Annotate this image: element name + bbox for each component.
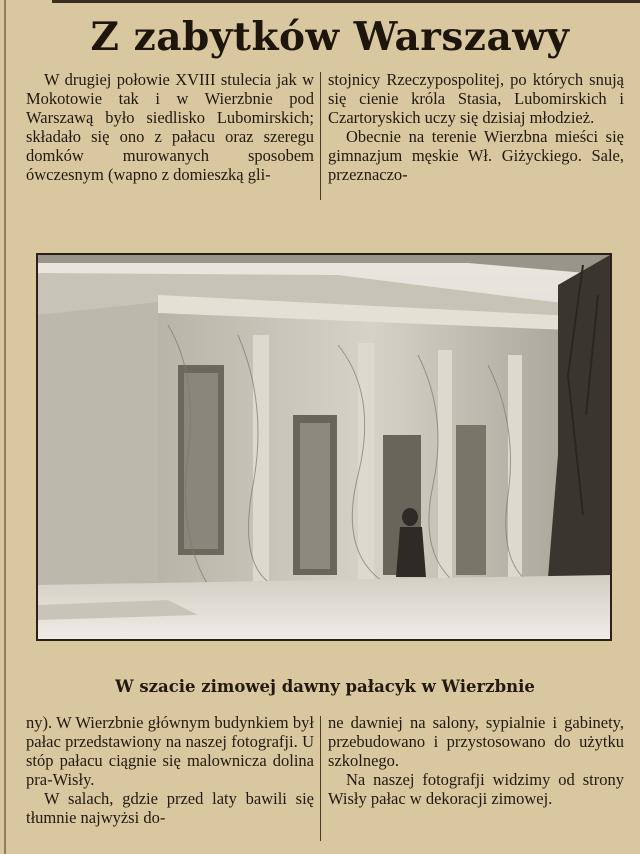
top-right-column [328, 70, 624, 184]
bottom-right-paragraph-2: Na naszej fotografji widzimy od strony Wisły pałac w dekoracji zimowej. [328, 770, 624, 808]
left-margin-rule [4, 0, 6, 854]
bottom-right-paragraph-1: ne dawniej na salony, sypialnie i gabinety, przebudowano i przystosowano do użytku szkolnego. [328, 713, 624, 770]
top-right-paragraph-2: Obecnie na terenie Wierzbna mieści się gimnazjum męskie Wł. Giżyckiego. Sale, przeznaczo- [328, 127, 624, 184]
palace-winter-photo-icon [38, 255, 610, 639]
top-left-column [26, 70, 314, 184]
article-headline: Z zabytków Warszawy [90, 14, 570, 60]
bottom-right-column [328, 713, 624, 808]
top-right-paragraph-1: stojnicy Rzeczypospolitej, po których snują się cienie króla Stasia, Lubomirskich i Czartoryskich uczy się dzisiaj młodzież. [328, 70, 624, 127]
bottom-left-paragraph-2: W salach, gdzie przed laty bawili się tłumnie najwyżsi do- [26, 789, 314, 827]
top-left-paragraph: W drugiej połowie XVIII stulecia jak w Mokotowie tak i w Wierzbnie pod Warszawą było siedlisko Lubomirskich; składało się ono z pałacu oraz szeregu domków murowanych sposobem ówczesnym (wapno z domieszką gli- [26, 70, 314, 184]
bottom-left-paragraph-1: ny). W Wierzbnie głównym budynkiem był pałac przedstawiony na naszej fotografji. U stóp pałacu ciągnie się malownicza dolina pra-Wisły. [26, 713, 314, 789]
top-rule [52, 0, 640, 3]
photo-caption: W szacie zimowej dawny pałacyk w Wierzbnie [115, 677, 535, 696]
palace-photograph [36, 253, 612, 641]
column-divider-bottom [320, 716, 321, 841]
column-divider-top [320, 72, 321, 200]
bottom-left-column [26, 713, 314, 827]
